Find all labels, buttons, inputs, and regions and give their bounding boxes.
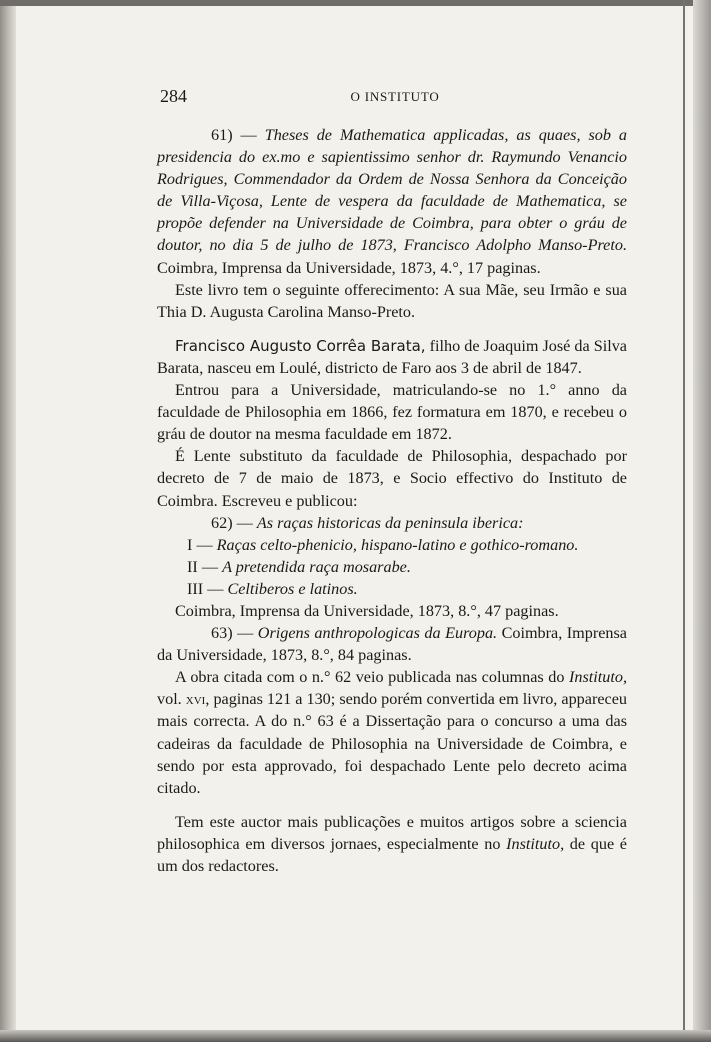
bio-paragraph-3: É Lente substituto da faculdade de Philosophia, despachado por decreto de 7 de maio de 1873, e Socio effectivo do Instituto de Coimbra. Escreveu e publicou:	[157, 447, 627, 510]
author-name: Francisco Augusto Corrêa Barata,	[175, 336, 426, 355]
entry-62-part-1: I — Raças celto-phenicio, hispano-latino e gothico-romano.	[187, 535, 579, 554]
note-1-text-b: vol.	[157, 690, 186, 709]
running-head: O INSTITUTO	[350, 89, 440, 104]
right-page-edge	[693, 0, 711, 1042]
note-1-text-a: A obra citada com o n.° 62 veio publicada nas columnas do	[175, 668, 569, 687]
note-2-text-b: de que é um dos redactores.	[157, 834, 627, 875]
entry-61-number: 61)	[211, 126, 233, 144]
entry-63	[157, 622, 627, 666]
entry-61	[157, 124, 627, 279]
entry-62-title: As raças historicas da peninsula iberica:	[256, 513, 524, 532]
bottom-edge	[0, 1030, 711, 1042]
page-edge-line	[683, 0, 685, 1042]
bio-paragraph-2: Entrou para a Universidade, matriculando-se no 1.° anno da faculdade de Philosophia em 1866, fez formatura em 1870, e recebeu o gráu de doutor na mesma faculdade em 1872.	[157, 381, 627, 444]
note-2-text-a: Tem este auctor mais publicações e muitos artigos sobre a sciencia philosophica em diversos jornaes, especialmente no	[157, 812, 627, 853]
page-number: 284	[160, 86, 187, 106]
entry-61-title: Theses de Mathematica applicadas, as quaes, sob a presidencia do ex.mo e sapientissimo senhor dr. Raymundo Venancio Rodrigues, Commendador da Ordem de Nossa Senhora da Conceição de Villa-Viçosa, Lente de vespera da faculdade de Mathematica, se propõe defender na Universidade de Coimbra, para obter o gráu de doutor, no dia 5 de julho de 1873, Francisco Adolpho Manso-Preto.	[157, 126, 628, 255]
entry-61-dash: —	[232, 126, 265, 144]
note-1-text-c: , paginas 121 a 130; sendo porém convertida em livro, appareceu mais correcta. A do n.° 63 é a Dissertação para o concurso a uma das cadeiras da faculdade de Philosophia na Universidade de Coimbra, e sendo por esta approvado, foi despachado Lente pelo decreto acima citado.	[157, 690, 627, 797]
entry-63-dash: —	[232, 624, 258, 643]
part-3-number: III	[187, 579, 204, 598]
note-1-journal: Instituto,	[568, 668, 627, 687]
page-header	[160, 86, 630, 108]
top-edge	[0, 0, 711, 6]
note-paragraph-1	[157, 666, 627, 799]
entry-62-part-3: III — Celtiberos e latinos.	[187, 579, 358, 598]
entry-62-dash: —	[232, 513, 257, 532]
part-1-number: I	[187, 535, 193, 554]
entry-63-number: 63)	[211, 624, 233, 643]
note-2-journal: Instituto,	[506, 834, 565, 853]
bio-intro	[157, 335, 627, 379]
entry-62-part-2: II — A pretendida raça mosarabe.	[187, 557, 411, 576]
note-paragraph-2	[157, 811, 627, 877]
entry-61-dedication: Este livro tem o seguinte offerecimento: A sua Mãe, seu Irmão e sua Thia D. Augusta Carolina Manso-Preto.	[157, 280, 627, 321]
part-1-title: Raças celto-phenicio, hispano-latino e gothico-romano.	[216, 535, 579, 554]
part-2-title: A pretendida raça mosarabe.	[222, 557, 411, 576]
page-binding-shadow	[0, 0, 16, 1042]
entry-62-number: 62)	[211, 513, 233, 532]
entry-62	[157, 512, 627, 534]
note-1-volume: xvi	[185, 690, 206, 709]
entry-61-imprint: Coimbra, Imprensa da Universidade, 1873, 4.°, 17 paginas.	[157, 258, 541, 277]
part-2-number: II	[187, 557, 198, 576]
page-body	[157, 124, 627, 877]
entry-62-imprint: Coimbra, Imprensa da Universidade, 1873, 8.°, 47 paginas.	[175, 601, 559, 620]
entry-63-title: Origens anthropologicas da Europa.	[257, 624, 498, 643]
part-3-title: Celtiberos e latinos.	[227, 579, 358, 598]
entry-63-imprint: Coimbra, Imprensa da Universidade, 1873, 8.°, 84 paginas.	[157, 624, 627, 665]
bio-intro-text: filho de Joaquim José da Silva Barata, nasceu em Loulé, districto de Faro aos 3 de abril de 1847.	[157, 336, 627, 377]
